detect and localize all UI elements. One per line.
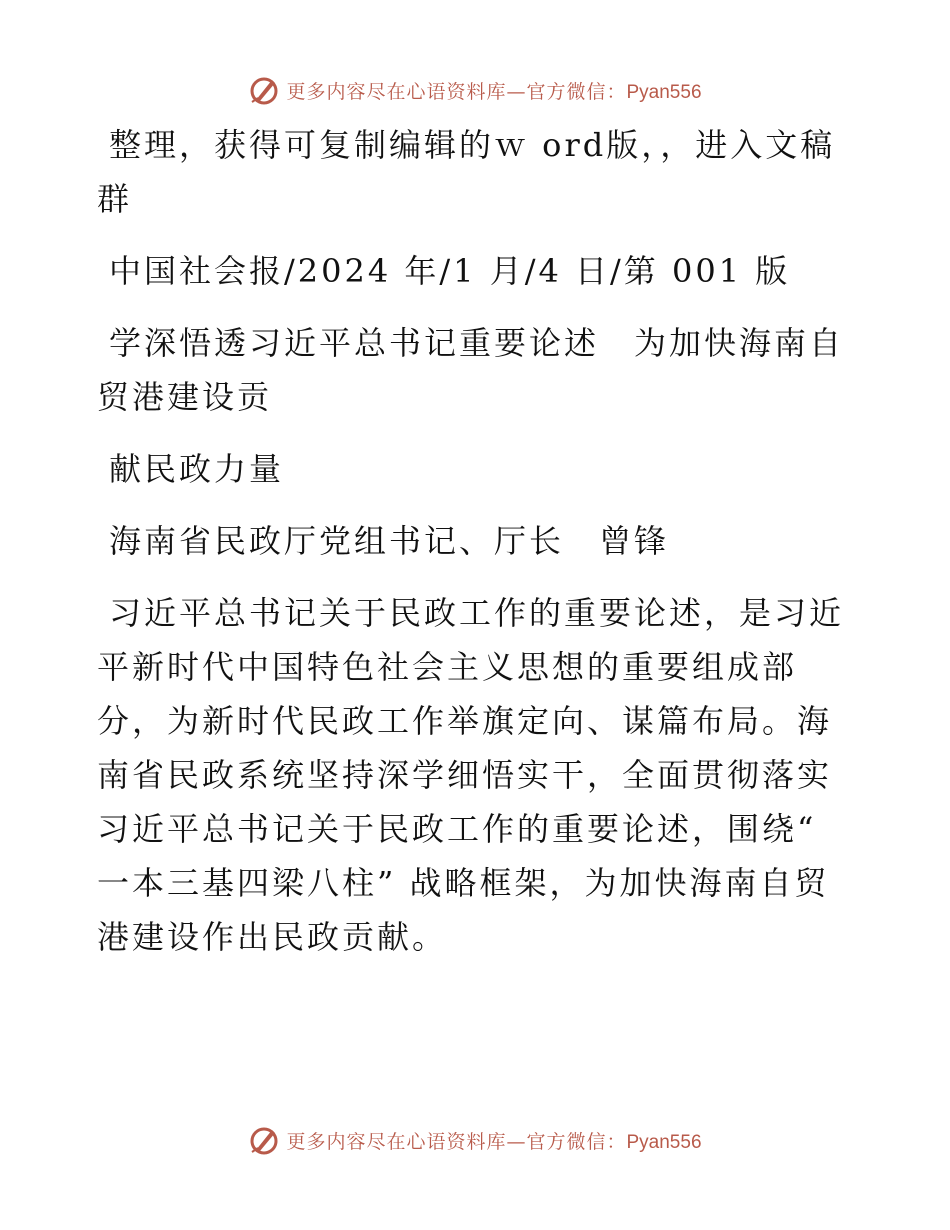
watermark-label: 更多内容尽在心语资料库—官方微信： <box>286 80 627 103</box>
intro-paragraph: 整理，获得可复制编辑的ｗ ord版，，进入文稿群 <box>97 126 836 218</box>
wechat-id: Pyan556 <box>626 81 702 103</box>
source-line: 中国社会报/2024 年/1 月/4 日/第 001 版 <box>109 252 791 290</box>
article-title-continued: 献民政力量 <box>109 450 285 488</box>
watermark-text <box>286 77 701 104</box>
watermark-text <box>286 1127 701 1154</box>
document-body <box>97 118 857 982</box>
body-paragraph: 习近平总书记关于民政工作的重要论述，是习近平新时代中国特色社会主义思想的重要组成部分，为新时代民政工作举旗定向、谋篇布局。海南省民政系统坚持深学细悟实干，全面贯彻落实习近平总书记关于民政工作的重要论述，围绕“ 一本三基四梁八柱” 战略框架，为加快海南自贸港建设作出民政贡献。 <box>97 594 845 956</box>
author-line: 海南省民政厅党组书记、厅长 曾锋 <box>109 522 670 560</box>
article-title: 学深悟透习近平总书记重要论述 为加快海南自贸港建设贡 <box>97 324 845 416</box>
quill-pen-logo-icon <box>248 74 280 106</box>
footer-watermark <box>0 1120 950 1160</box>
quill-pen-logo-icon <box>248 1124 280 1156</box>
header-watermark <box>0 70 950 110</box>
wechat-id: Pyan556 <box>626 1131 702 1153</box>
watermark-label: 更多内容尽在心语资料库—官方微信： <box>286 1130 627 1153</box>
